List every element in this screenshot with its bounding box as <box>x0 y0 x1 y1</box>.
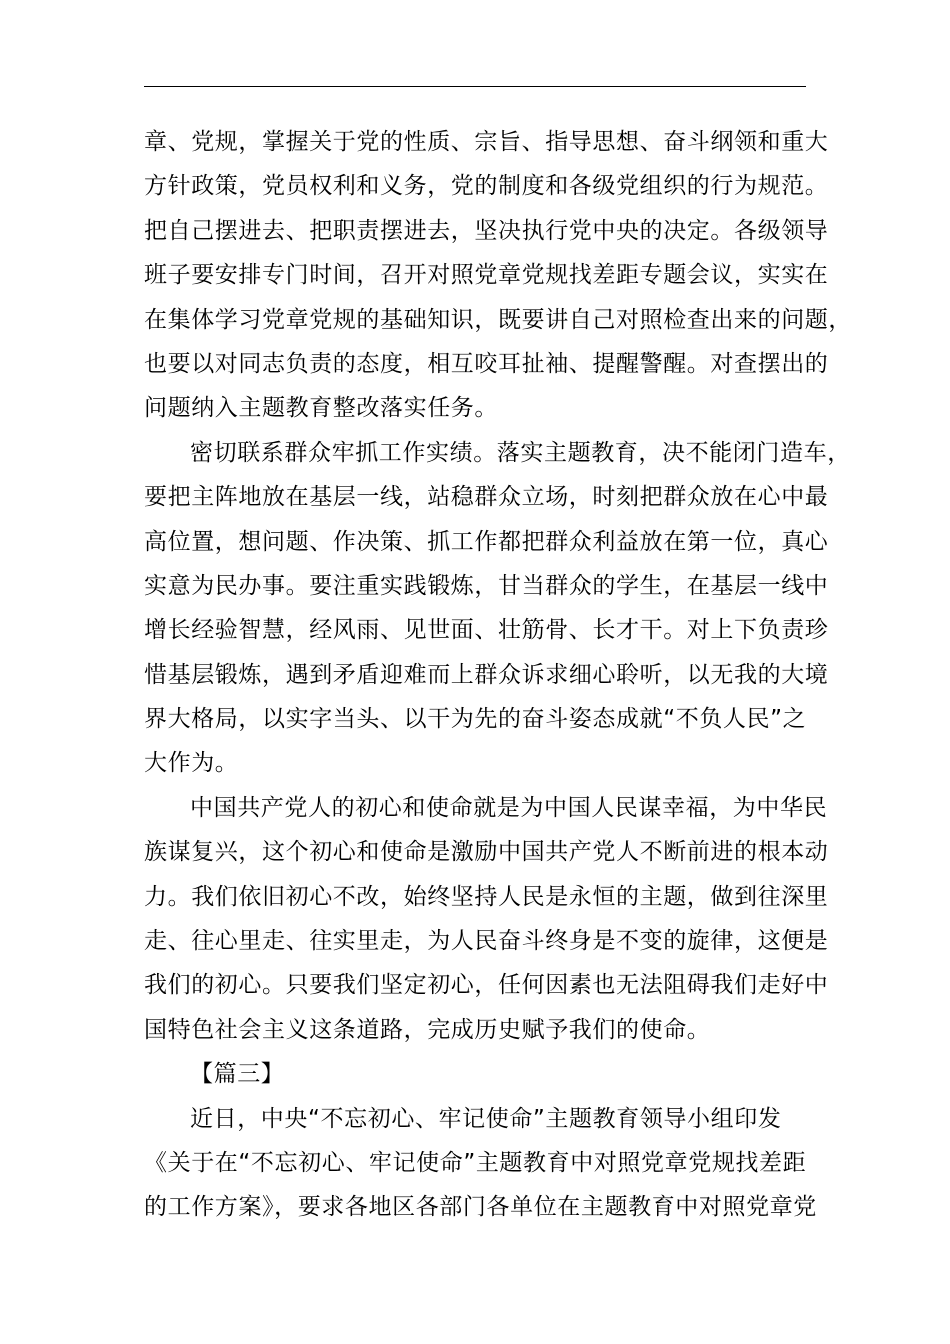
body-line: 在集体学习党章党规的基础知识，既要讲自己对照检查出来的问题， <box>144 306 852 333</box>
paragraph-start-line: 近日，中央“不忘初心、牢记使命”主题教育领导小组印发 <box>190 1105 782 1132</box>
body-line: 我们的初心。只要我们坚定初心，任何因素也无法阻碍我们走好中 <box>144 972 829 999</box>
header-rule <box>144 86 806 87</box>
paragraph-start-line: 中国共产党人的初心和使命就是为中国人民谋幸福，为中华民 <box>190 794 828 821</box>
body-line: 大作为。 <box>144 750 239 777</box>
paragraph-start-line: 密切联系群众牢抓工作实绩。落实主题教育，决不能闭门造车， <box>190 439 851 466</box>
body-line: 族谋复兴，这个初心和使命是激励中国共产党人不断前进的根本动 <box>144 839 829 866</box>
body-line: 也要以对同志负责的态度，相互咬耳扯袖、提醒警醒。对查摆出的 <box>144 350 829 377</box>
body-line: 界大格局，以实字当头、以干为先的奋斗姿态成就“不负人民”之 <box>144 706 807 733</box>
body-line: 惜基层锻炼，遇到矛盾迎难而上群众诉求细心聆听，以无我的大境 <box>144 661 829 688</box>
body-line: 方针政策，党员权利和义务，党的制度和各级党组织的行为规范。 <box>144 173 829 200</box>
body-line: 把自己摆进去、把职责摆进去，坚决执行党中央的决定。各级领导 <box>144 217 829 244</box>
body-line: 《关于在“不忘初心、牢记使命”主题教育中对照党章党规找差距 <box>144 1149 807 1176</box>
body-line: 实意为民办事。要注重实践锻炼，甘当群众的学生，在基层一线中 <box>144 572 829 599</box>
body-line: 力。我们依旧初心不改，始终坚持人民是永恒的主题，做到往深里 <box>144 883 829 910</box>
body-line: 要把主阵地放在基层一线，站稳群众立场，时刻把群众放在心中最 <box>144 484 829 511</box>
document-body <box>144 120 852 1230</box>
body-line: 的工作方案》，要求各地区各部门各单位在主题教育中对照党章党 <box>144 1194 817 1221</box>
section-heading: 【篇三】 <box>190 1061 285 1088</box>
body-line: 走、往心里走、往实里走，为人民奋斗终身是不变的旋律，这便是 <box>144 928 829 955</box>
body-line: 增长经验智慧，经风雨、见世面、壮筋骨、长才干。对上下负责珍 <box>144 617 829 644</box>
body-line: 章、党规，掌握关于党的性质、宗旨、指导思想、奋斗纲领和重大 <box>144 129 829 155</box>
body-line: 班子要安排专门时间，召开对照党章党规找差距专题会议，实实在 <box>144 262 829 289</box>
body-line: 问题纳入主题教育整改落实任务。 <box>144 395 498 422</box>
body-line: 高位置，想问题、作决策、抓工作都把群众利益放在第一位，真心 <box>144 528 829 555</box>
body-line: 国特色社会主义这条道路，完成历史赋予我们的使命。 <box>144 1016 711 1043</box>
